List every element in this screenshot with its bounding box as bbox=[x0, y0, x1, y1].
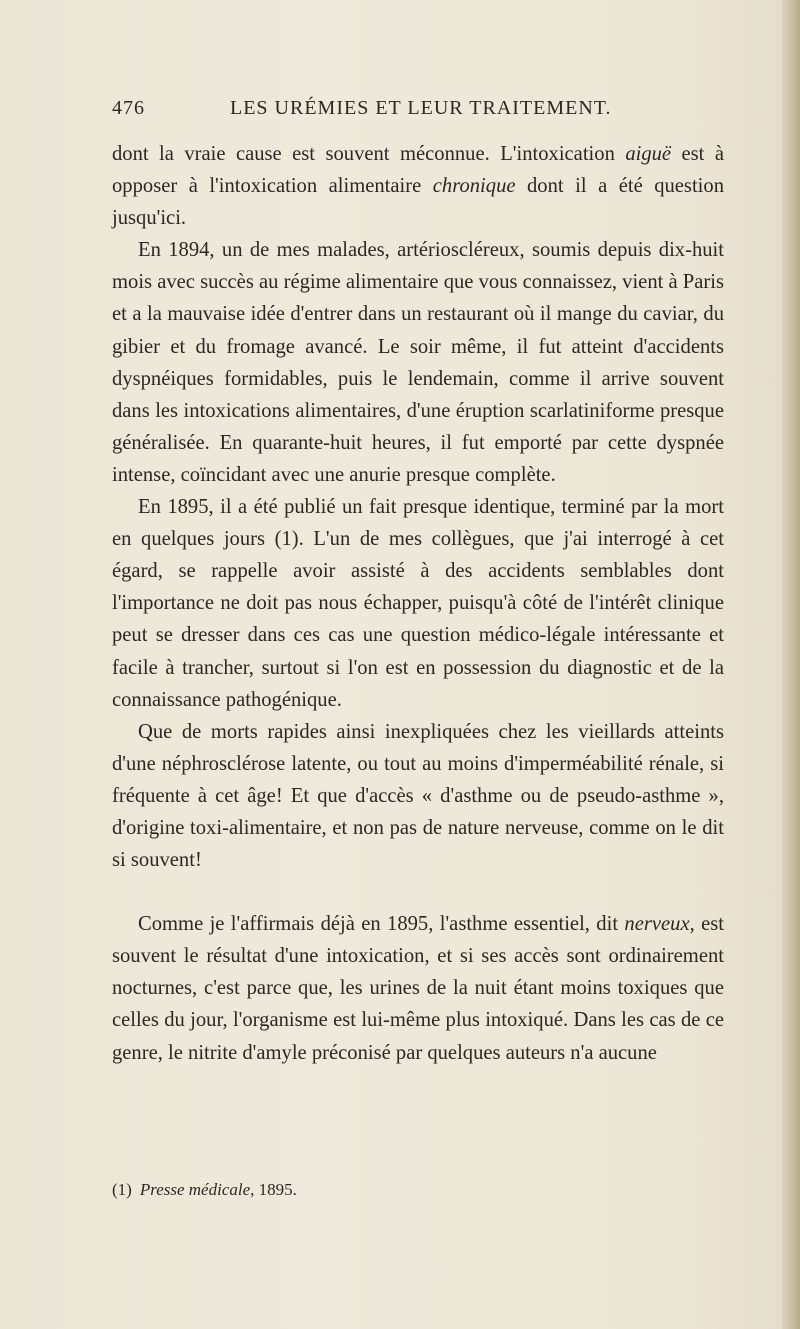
footnote-source: Presse médicale bbox=[139, 1180, 251, 1199]
footnote bbox=[112, 1178, 724, 1202]
text-run: Comme je l'affirmais déjà en 1895, l'asthme essentiel, dit bbox=[138, 913, 625, 936]
italic-term-nerveux: nerveux bbox=[624, 913, 690, 936]
paragraph-2: En 1894, un de mes malades, artérioscléreux, soumis depuis dix-huit mois avec succès au régime alimentaire que vous connaissez, vient à Paris et a la mauvaise idée d'entrer dans un restaurant où il mange du caviar, du gibier et du fromage avancé. Le soir même, il fut atteint d'accidents dyspnéiques formidables, puis le lendemain, comme il arrive souvent dans les intoxications alimentaires, d'une éruption scarlatiniforme presque généralisée. En quarante-huit heures, il fut emporté par cette dyspnée intense, coïncidant avec une anurie presque complète. bbox=[112, 239, 724, 486]
running-title: LES URÉMIES ET LEUR TRAITEMENT. bbox=[230, 97, 612, 119]
page-edge bbox=[782, 0, 800, 1329]
footnote-year: , 1895. bbox=[250, 1180, 297, 1199]
page-header bbox=[112, 97, 724, 125]
italic-term-aigue: aiguë bbox=[625, 143, 672, 165]
paragraph-4: Que de morts rapides ainsi inexpliquées chez les vieillards atteints d'une néphrosclérose latente, ou tout au moins d'imperméabilité rénale, si fréquente à cet âge! Et que d'accès « d'asthme ou de pseudo-asthme », d'origine toxi-alimentaire, et non pas de nature nerveuse, comme on le dit si souvent! bbox=[112, 720, 724, 872]
paragraph-5 bbox=[112, 908, 724, 1068]
footnote-mark: (1) bbox=[112, 1180, 132, 1199]
paragraph-3: En 1895, il a été publié un fait presque identique, terminé par la mort en quelques jours (1). L'un de mes collègues, que j'ai interrogé à cet égard, se rappelle avoir assisté à des accidents semblables dont l'importance ne doit pas nous échapper, puisqu'à côté de l'intérêt clinique peut se dresser dans ces cas une question médico-légale intéressante et facile à trancher, surtout si l'on est en possession du diagnostic et de la connaissance pathogénique. bbox=[112, 496, 724, 711]
italic-term-chronique: chronique bbox=[432, 175, 516, 198]
text-run: , est souvent le résultat d'une intoxication, et si ses accès sont ordinairement nocturnes, c'est parce que, les urines de la nuit étant moins toxiques que celles du jour, l'organisme est lui-même plus intoxiqué. Dans les cas de ce genre, le nitrite d'amyle préconisé par quelques auteurs n'a aucune bbox=[112, 913, 724, 1064]
text-run: dont il a été question jusqu'ici. bbox=[112, 175, 724, 230]
body-text bbox=[112, 138, 724, 1069]
text-run: est à opposer à l'intoxication alimentaire bbox=[112, 143, 724, 198]
page-number: 476 bbox=[112, 97, 145, 119]
paragraph-1 bbox=[112, 138, 724, 234]
text-run: dont la vraie cause est souvent méconnue. L'intoxication bbox=[112, 143, 626, 165]
